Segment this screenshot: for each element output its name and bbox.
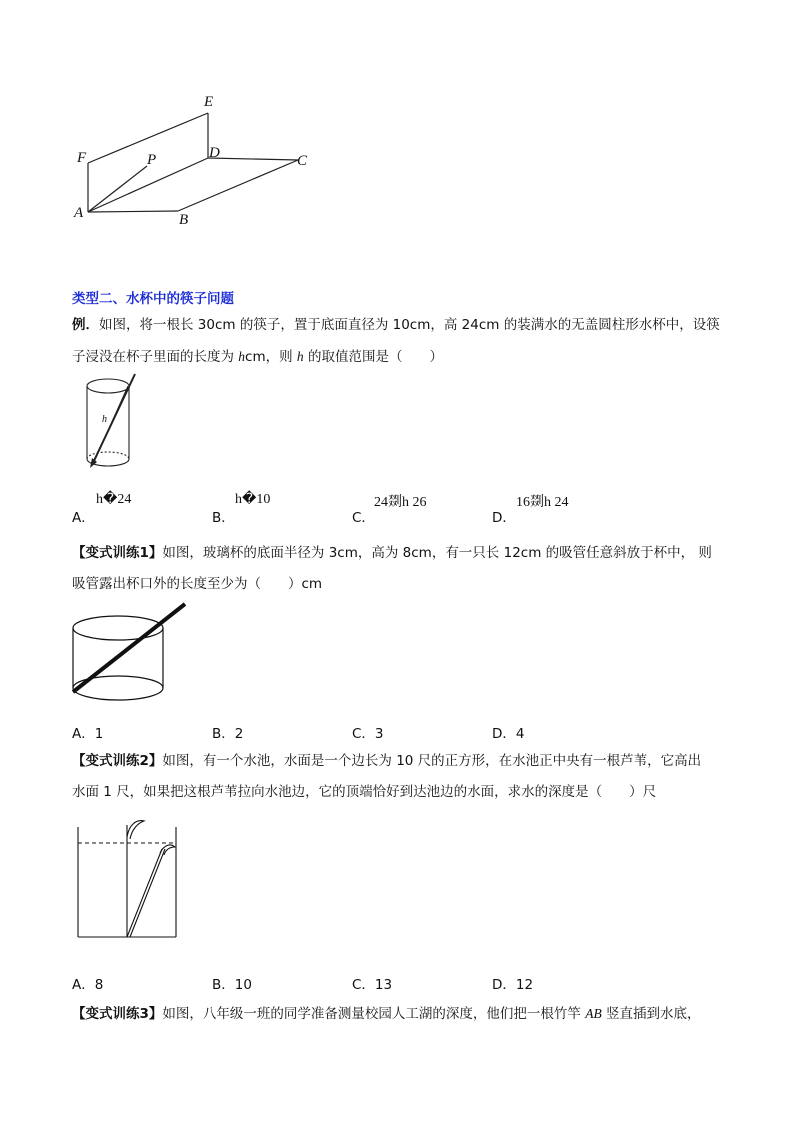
point-label-a: A: [74, 205, 84, 221]
choice-a-formula: h�24: [96, 492, 132, 507]
section-heading: 类型二、水杯中的筷子问题: [72, 291, 234, 307]
choice-d-letter: D．: [492, 510, 516, 526]
example-choice-b[interactable]: [212, 490, 342, 526]
choice-c-formula: 24剟h 26: [374, 495, 427, 510]
point-label-d: D: [209, 145, 220, 161]
cup-chopstick-figure: [82, 372, 142, 472]
example-choice-c[interactable]: [352, 490, 482, 526]
choice-b-letter: B．: [212, 510, 235, 526]
example-line-1: 如图，将一根长 30cm 的筷子，置于底面直径为 10cm，高 24cm 的装满水的无盖圆柱形水杯中，设筷: [99, 317, 720, 333]
example-choice-d[interactable]: [492, 490, 622, 526]
choice-a-letter: A．: [72, 510, 95, 526]
point-label-p: P: [147, 152, 157, 168]
example-choices: [72, 490, 732, 530]
variant-3-tag: 【变式训练3】: [72, 1006, 163, 1022]
example-line-2c: 的取值范围是（ ）: [303, 349, 443, 365]
variant-3-problem: [72, 998, 732, 1030]
variant-1-choice-b[interactable]: B．2: [212, 726, 244, 742]
variant-2-choice-c[interactable]: C．13: [352, 977, 393, 993]
variant-1-choices: [72, 722, 732, 744]
choice-b-formula: h�10: [235, 492, 271, 507]
variant-2-line-2: 水面 1 尺，如果把这根芦苇拉向水池边，它的顶端恰好到达池边的水面，求水的深度是（ ）尺: [72, 784, 657, 800]
pond-reed-figure: [74, 815, 184, 940]
example-prefix: 例．: [72, 317, 99, 333]
example-line-2b: cm，则: [245, 349, 297, 365]
variant-3-line-1b: 竖直插到水底，: [601, 1006, 701, 1022]
point-label-f: F: [77, 150, 87, 166]
cup-figure-label-h: h: [102, 414, 107, 425]
choice-d-formula: 16剟h 24: [516, 495, 569, 510]
point-label-e: E: [204, 94, 214, 110]
point-label-c: C: [297, 153, 308, 169]
variant-1-choice-a[interactable]: A．1: [72, 726, 104, 742]
choice-c-letter: C．: [352, 510, 375, 526]
glass-straw-figure: [68, 600, 193, 705]
variant-2-line-1: 如图，有一个水池，水面是一个边长为 10 尺的正方形，在水池正中央有一根芦苇，它高出: [162, 753, 702, 769]
example-problem: [72, 310, 732, 373]
example-choice-a[interactable]: [72, 490, 202, 526]
variant-2-problem: [72, 746, 732, 808]
variant-3-var-ab: AB: [585, 1006, 602, 1021]
variant-2-choice-a[interactable]: A．8: [72, 977, 104, 993]
dihedral-angle-figure: [60, 90, 330, 240]
variant-2-choices: [72, 973, 732, 995]
variant-2-choice-b[interactable]: B．10: [212, 977, 252, 993]
variant-1-choice-c[interactable]: C．3: [352, 726, 384, 742]
variant-1-problem: [72, 538, 732, 600]
variant-1-line-2: 吸管露出杯口外的长度至少为（ ）cm: [72, 576, 323, 592]
variant-1-tag: 【变式训练1】: [72, 545, 163, 561]
example-var-h: h: [238, 349, 246, 364]
variant-1-choice-d[interactable]: D．4: [492, 726, 525, 742]
variant-3-line-1a: 如图，八年级一班的同学准备测量校园人工湖的深度，他们把一根竹竿: [162, 1006, 586, 1022]
variant-1-line-1: 如图，玻璃杯的底面半径为 3cm，高为 8cm，有一只长 12cm 的吸管任意斜放于杯中， 则: [162, 545, 712, 561]
point-label-b: B: [179, 212, 189, 228]
variant-2-tag: 【变式训练2】: [72, 753, 163, 769]
example-line-2a: 子浸没在杯子里面的长度为: [72, 349, 239, 365]
example-var-h-2: h: [296, 349, 304, 364]
variant-2-choice-d[interactable]: D．12: [492, 977, 534, 993]
